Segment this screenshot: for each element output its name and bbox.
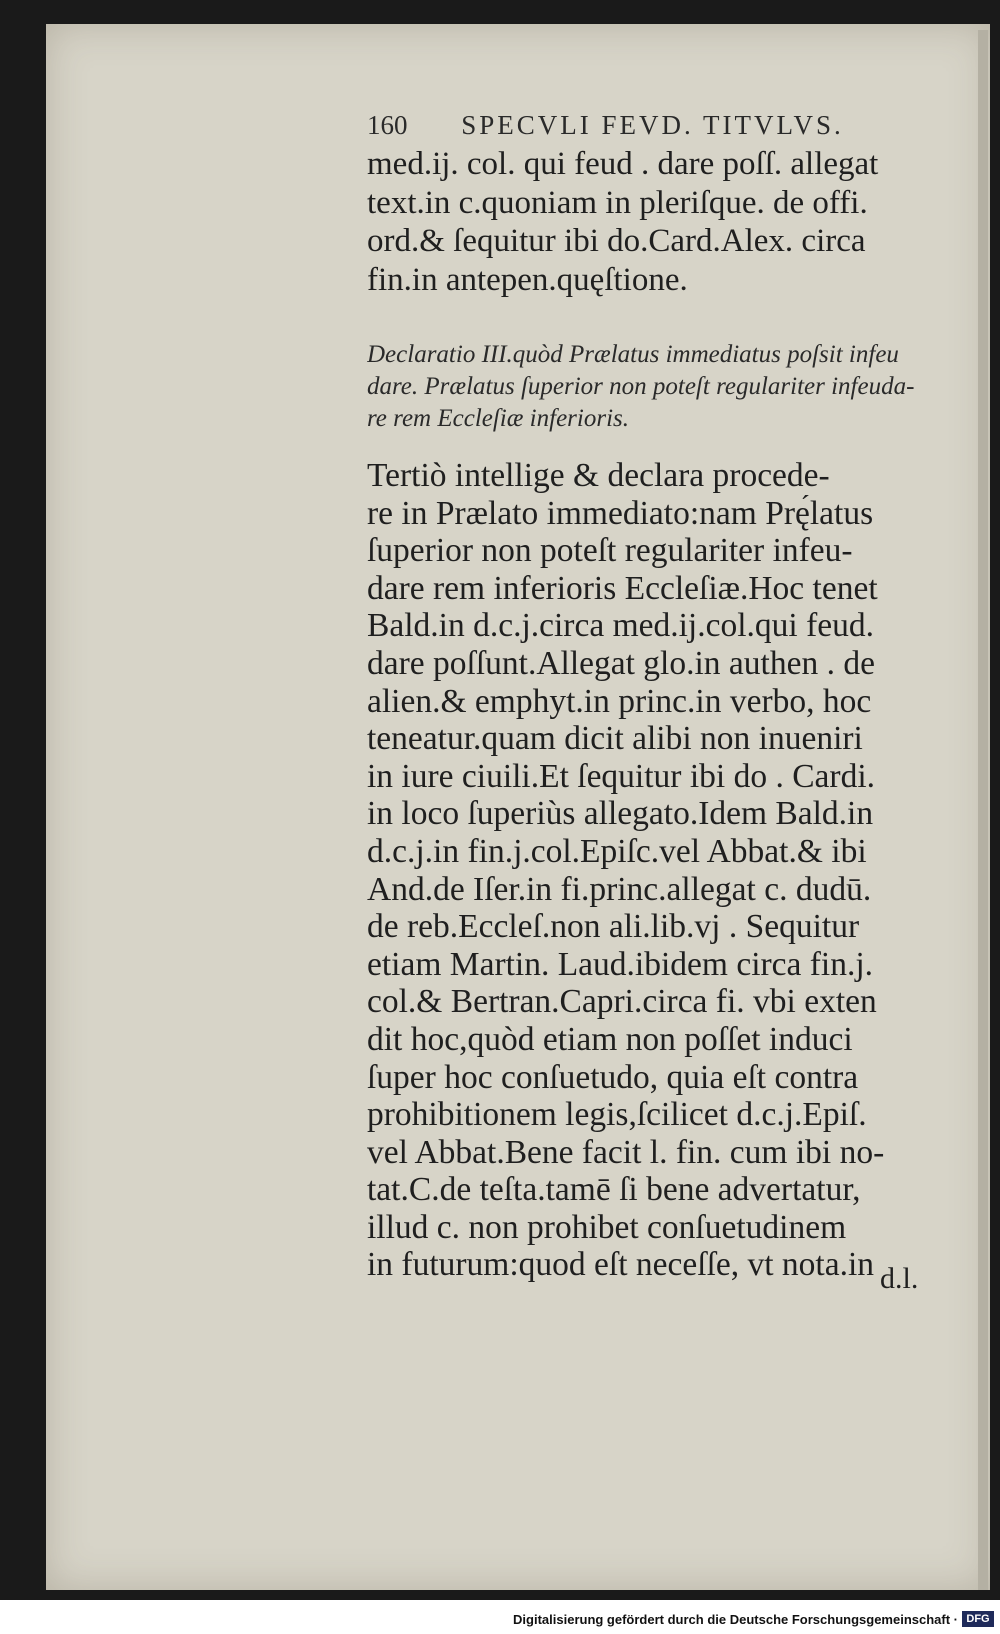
text-line: prohibitionem legis,ſcilicet d.c.j.Epiſ. xyxy=(367,1096,867,1134)
text-line: dare rem inferioris Eccleſiæ.Hoc tenet xyxy=(367,569,878,607)
text-line: tat.C.de teſta.tamē ſi bene advertatur, xyxy=(367,1171,861,1209)
text-line: d.c.j.in fin.j.col.Epiſc.vel Abbat.& ibi xyxy=(367,832,867,870)
rubric-heading xyxy=(367,339,957,435)
rubric-line: Declaratio III.quòd Prælatus immediatus poſsit infeu xyxy=(367,341,899,368)
text-line: And.de Iſer.in fi.princ.allegat c. dudū. xyxy=(367,870,872,908)
page-edge xyxy=(978,30,988,1590)
running-header xyxy=(367,110,887,144)
text-line: etiam Martin. Laud.ibidem circa fin.j. xyxy=(367,945,874,983)
text-line: fin.in antepen.quęſtione. xyxy=(367,261,688,298)
rubric-line: dare. Prælatus ſuperior non poteſt regulariter infeuda- xyxy=(367,373,915,400)
text-line: Bald.in d.c.j.circa med.ij.col.qui feud. xyxy=(367,607,874,645)
text-line: de reb.Eccleſ.non ali.lib.vj . Sequitur xyxy=(367,908,860,946)
text-line: re in Prælato immediato:nam Prę́latus xyxy=(367,494,874,532)
footer-bar xyxy=(0,1604,1000,1634)
page-number: 160 xyxy=(367,110,408,140)
text-line: ſuperior non poteſt regulariter infeu- xyxy=(367,532,853,570)
opening-paragraph xyxy=(367,145,957,299)
text-line: vel Abbat.Bene facit l. fin. cum ibi no- xyxy=(367,1133,885,1171)
text-line: Tertiò intellige & declara procede- xyxy=(367,457,830,494)
text-block xyxy=(367,145,957,1284)
text-line: in futurum:quod eſt neceſſe, vt nota.in xyxy=(367,1246,875,1284)
text-line: teneatur.quam dicit alibi non inueniri xyxy=(367,720,863,758)
rubric-line: re rem Eccleſiæ inferioris. xyxy=(367,405,629,432)
text-line: ord.& ſequitur ibi do.Card.Alex. circa xyxy=(367,223,866,259)
catchword: d.l. xyxy=(880,1262,919,1295)
text-line: ſuper hoc conſuetudo, quia eſt contra xyxy=(367,1058,859,1096)
text-line: alien.& emphyt.in princ.in verbo, hoc xyxy=(367,682,872,720)
text-line: illud c. non prohibet conſuetudinem xyxy=(367,1208,847,1246)
text-line: dit hoc,quòd etiam non poſſet induci xyxy=(367,1020,853,1058)
text-line: in iure ciuili.Et ſequitur ibi do . Cardi. xyxy=(367,757,875,795)
text-line: col.& Bertran.Capri.circa fi. vbi exten xyxy=(367,983,877,1021)
funding-credit: Digitalisierung gefördert durch die Deutsche Forschungsgemeinschaft · xyxy=(513,1612,958,1627)
text-line: dare poſſunt.Allegat glo.in authen . de xyxy=(367,644,875,682)
running-title: SPECVLI FEVD. TITVLVS. xyxy=(461,110,844,140)
text-line: in loco ſuperiùs allegato.Idem Bald.in xyxy=(367,795,874,833)
text-line: med.ij. col. qui feud . dare poſſ. allegat xyxy=(367,146,879,182)
body-paragraph xyxy=(367,457,957,1284)
dfg-logo: DFG xyxy=(962,1611,994,1627)
text-line: text.in c.quoniam in pleriſque. de offi. xyxy=(367,184,868,221)
